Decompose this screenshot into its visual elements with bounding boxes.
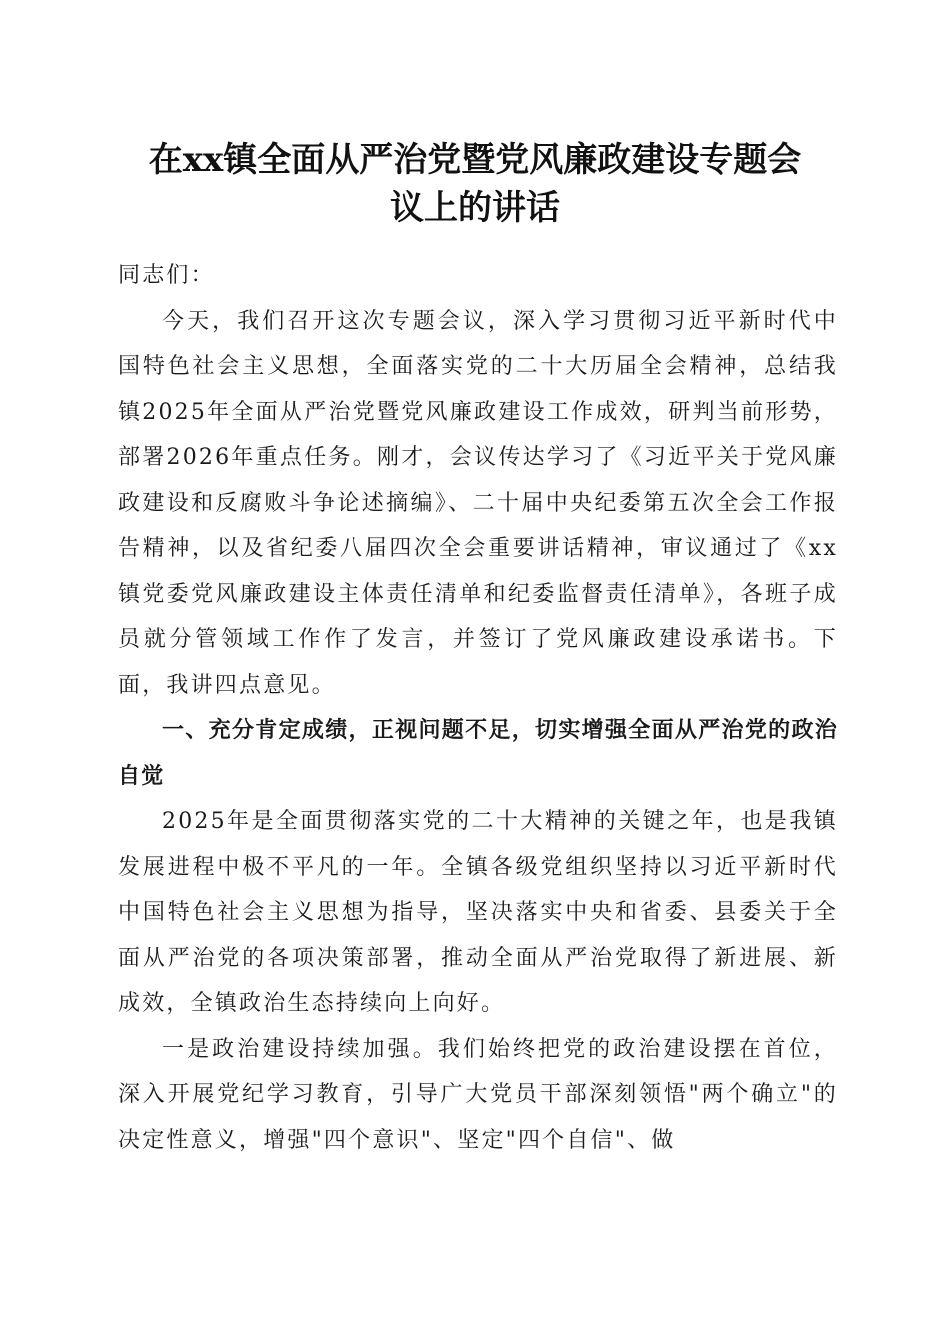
title-line-1: 在xx镇全面从严治党暨党风廉政建设专题会 (148, 140, 802, 180)
intro-paragraph: 今天，我们召开这次专题会议，深入学习贯彻习近平新时代中国特色社会主义思想，全面落实党的二十大历届全会精神，总结我镇2025年全面从严治党暨党风廉政建设工作成效，研判当前形势，部署2026年重点任务。刚才，会议传达学习了《习近平关于党风廉政建设和反腐败斗争论述摘编》、二十届中央纪委第五次全会工作报告精神，以及省纪委八届四次全会重要讲话精神，审议通过了《xx镇党委党风廉政建设主体责任清单和纪委监督责任清单》，各班子成员就分管领域工作作了发言，并签订了党风廉政建设承诺书。下面，我讲四点意见。 (118, 308, 838, 698)
salutation: 同志们： (118, 263, 215, 288)
point-1-text: 我们始终把党的政治建设摆在首位，深入开展党纪学习教育，引导广大党员干部深刻领悟"两个确立"的决定性意义，增强"四个意识"、坚定"四个自信"、做 (118, 1036, 839, 1153)
point-1-lead: 一是政治建设持续加强。 (162, 1036, 438, 1062)
document-body (118, 253, 838, 1163)
document-title (100, 136, 850, 232)
point-1-paragraph (118, 1027, 838, 1164)
title-line-2: 议上的讲话 (390, 188, 560, 228)
section-1-paragraph: 2025年是全面贯彻落实党的二十大精神的关键之年，也是我镇发展进程中极不平凡的一年。全镇各级党组织坚持以习近平新时代中国特色社会主义思想为指导，坚决落实中央和省委、县委关于全面从严治党的各项决策部署，推动全面从严治党取得了新进展、新成效，全镇政治生态持续向上向好。 (118, 809, 838, 1016)
section-1-heading: 一、充分肯定成绩，正视问题不足，切实增强全面从严治党的政治自觉 (118, 718, 838, 789)
